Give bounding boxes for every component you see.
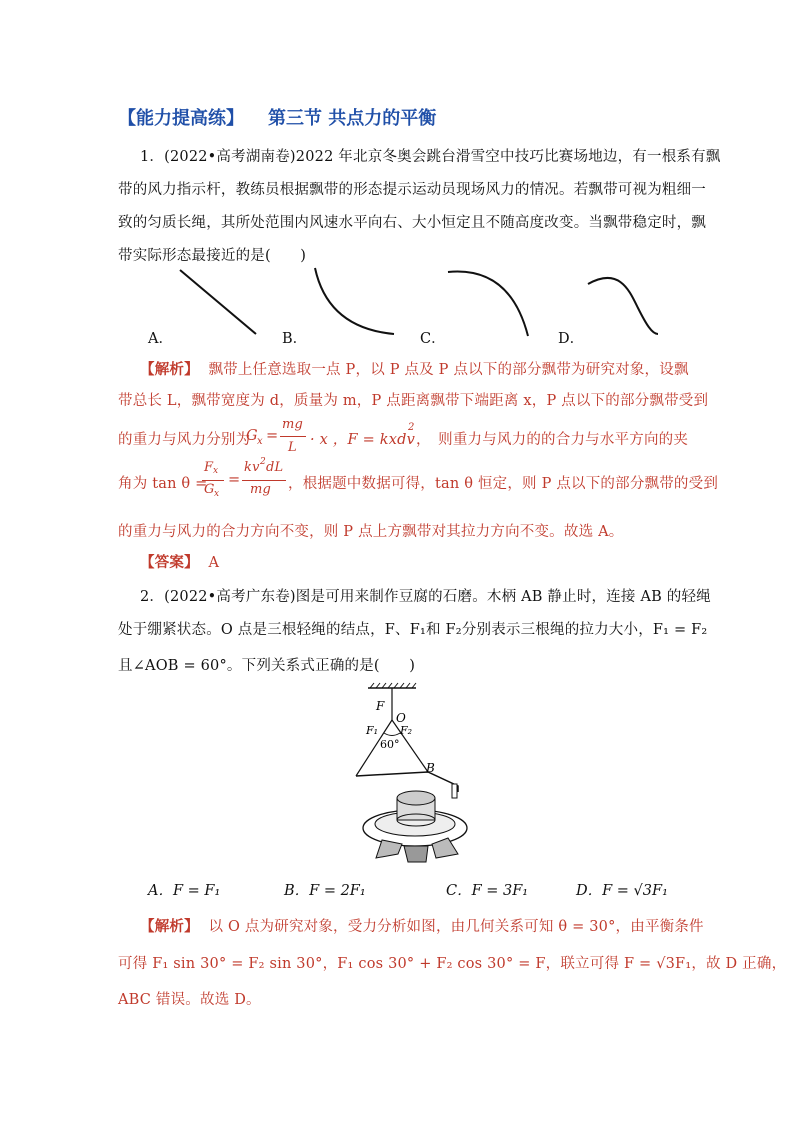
option-c-curve	[448, 272, 528, 336]
option-d-curve	[588, 278, 658, 334]
answer-tag: 【答案】	[140, 554, 199, 571]
q1-option-a: A．	[148, 331, 173, 347]
q1-line-4: 带实际形态最接近的是( )	[118, 248, 307, 264]
q2-line-2: 处于绷紧状态。O 点是三根轻绳的结点，F、F₁和 F₂分别表示三根绳的拉力大小，F₁ = F₂	[118, 622, 708, 638]
stone-mill-figure	[340, 680, 480, 870]
a1-answer	[140, 551, 219, 572]
q1-line-3: 致的匀质长绳，其所处范围内风速水平向右、大小恒定且不随高度改变。当飘带稳定时，飘	[118, 215, 706, 231]
q2-line-3: 且∠AOB = 60°。下列关系式正确的是( )	[118, 658, 416, 674]
a2-line-3: ABC 错误。故选 D。	[118, 992, 261, 1008]
q1-line-1: 1．(2022•高考湖南卷)2022 年北京冬奥会跳台滑雪空中技巧比赛场地边，有一根系有飘	[140, 149, 721, 165]
label-F2: F₂	[400, 724, 413, 737]
section-title	[118, 104, 436, 130]
q2-option-a: A．F = F₁	[148, 883, 221, 899]
label-F: F	[376, 699, 385, 713]
q1-option-b: B．	[282, 331, 308, 347]
label-F1: F₁	[366, 724, 379, 737]
q1-line-2: 带的风力指示杆，教练员根据飘带的形态提示运动员现场风力的情况。若飘带可视为粗细一	[118, 182, 706, 198]
q1-option-d: D．	[558, 331, 585, 347]
label-O: O	[396, 711, 406, 725]
a2-line-1	[140, 915, 704, 936]
a2-text-1: 以 O 点为研究对象，受力分析如图，由几何关系可知 θ = 30°，由平衡条件	[208, 919, 704, 935]
label-angle: 60°	[380, 738, 400, 751]
a2-line-2: 可得 F₁ sin 30° = F₂ sin 30°，F₁ cos 30° + F₂ cos 30° = F，联立可得 F = √3F₁，故 D 正确，	[118, 956, 787, 972]
a1-line-2: 带总长 L，飘带宽度为 d，质量为 m，P 点距离飘带下端距离 x，P 点以下的部分飘带受到	[118, 393, 709, 409]
q2-option-b: B．F = 2F₁	[284, 883, 366, 899]
label-B: B	[426, 761, 435, 775]
analysis-tag-2: 【解析】	[140, 918, 199, 935]
q1-options-figure	[140, 262, 680, 352]
a1-line-5: 的重力与风力的合力方向不变，则 P 点上方飘带对其拉力方向不变。故选 A。	[118, 524, 624, 540]
analysis-tag: 【解析】	[140, 361, 199, 378]
answer-value: A	[208, 555, 220, 571]
a1-text-1: 飘带上任意选取一点 P，以 P 点及 P 点以下的部分飘带为研究对象，设飘	[208, 362, 689, 378]
a1-line-1	[140, 358, 689, 379]
q2-option-c: C．F = 3F₁	[446, 883, 529, 899]
option-a-curve	[180, 270, 256, 334]
title-right: 第三节 共点力的平衡	[268, 108, 437, 129]
q1-option-c: C．	[420, 331, 446, 347]
title-left: 【能力提高练】	[118, 108, 244, 129]
q2-option-d: D．F = √3F₁	[576, 883, 668, 899]
option-b-curve	[315, 268, 394, 334]
q2-line-1: 2．(2022•高考广东卷)图是可用来制作豆腐的石磨。木柄 AB 静止时，连接 AB 的轻绳	[140, 589, 711, 605]
